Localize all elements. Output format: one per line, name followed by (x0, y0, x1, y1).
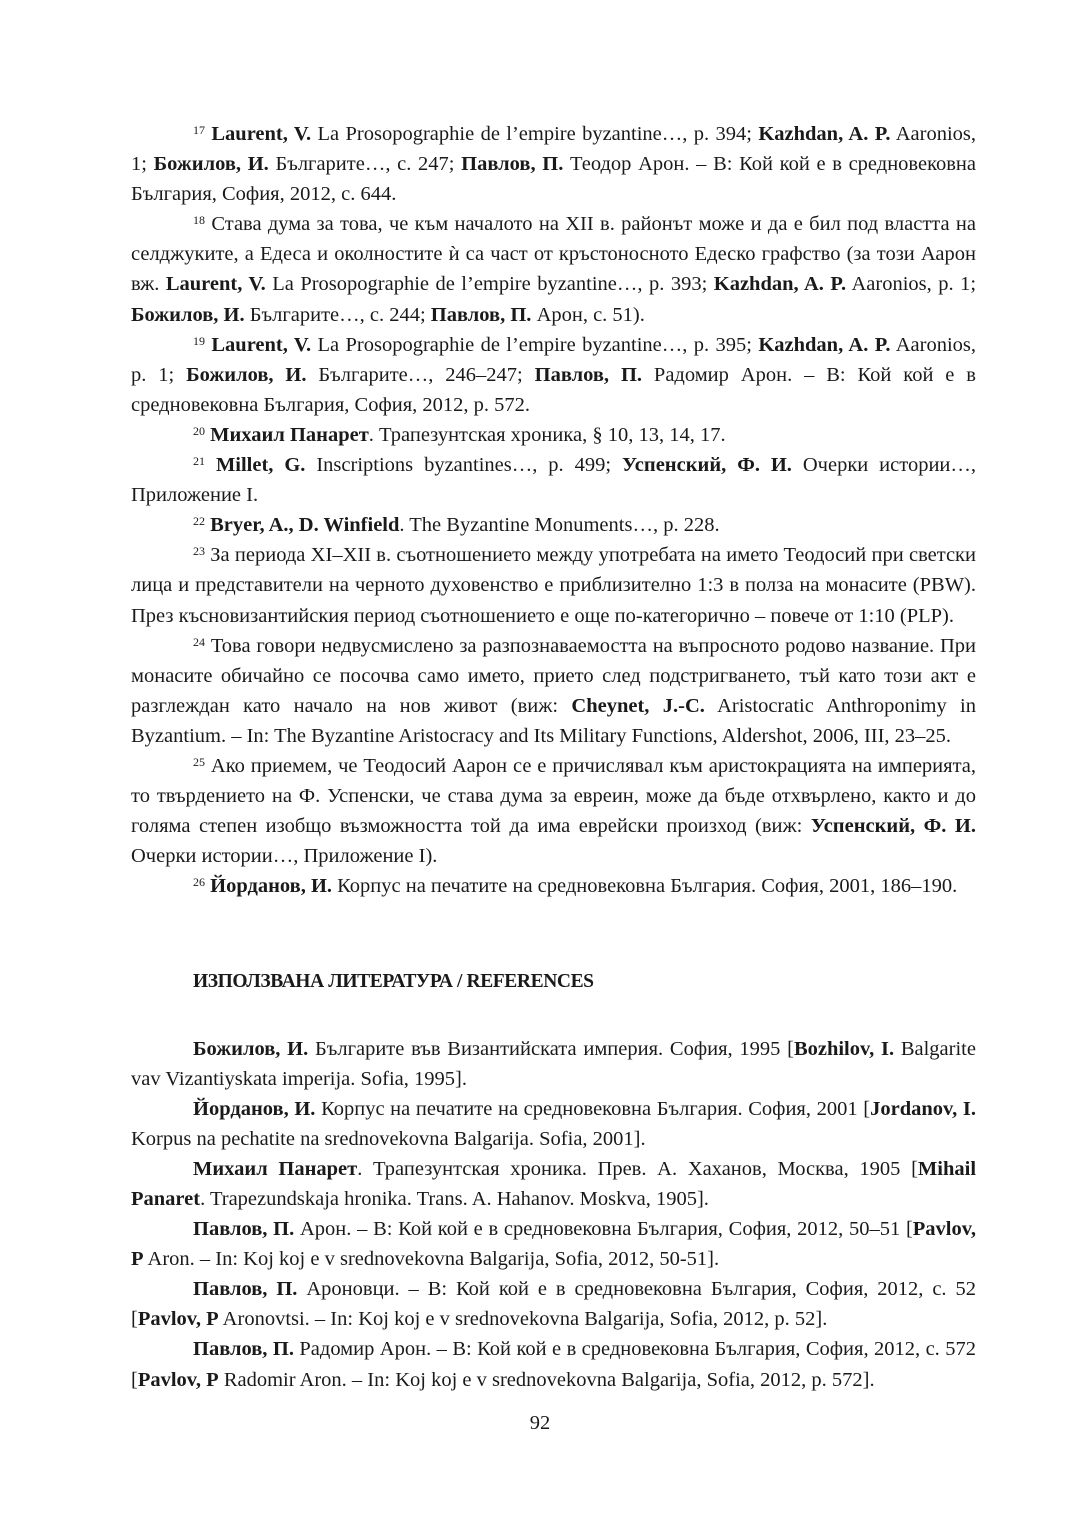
footnote (131, 871, 976, 901)
footnote-text: Това говори недвусмислено за разпознаваемостта на въпросното родово название. При монасите обичайно се посочва само името, прието след подстригването, тъй като този акт е разглеждан като начало на нов живот (виж: Cheynet, J.-C. Aristocratic Anthroponimy in Byzantium. – In: The Byzantine Aristocracy and Its Military Functions, Aldershot, 2006, III, 23–25. (131, 634, 977, 747)
footnotes-section (131, 119, 976, 901)
footnote-text: Laurent, V. La Prosopographie de l’empire byzantine…, p. 394; Kazhdan, A. P. Aaronios, 1; Божилов, И. Българите…, с. 247; Павлов, П. Теодор Арон. – В: Кой кой е в средновековна България, София, 2012, с. 644. (131, 123, 977, 206)
reference-entry: Павлов, П. Ароновци. – В: Кой кой е в средновековна България, София, 2012, с. 52 [Pavlov, P Aronovtsi. – In: Koj koj e v srednovekovna Balgarija, Sofia, 2012, p. 52]. (131, 1278, 976, 1331)
reference-entry: Йорданов, И. Корпус на печатите на средновековна България. София, 2001 [Jordanov, I. Korpus na pechatite na srednovekovna Balgarija. Sofia, 2001]. (131, 1097, 977, 1150)
footnote (131, 540, 976, 630)
page-body (131, 119, 976, 1395)
footnote-text: Bryer, A., D. Winfield. The Byzantine Monuments…, p. 228. (210, 514, 720, 537)
footnote-number: 20 (193, 423, 205, 438)
footnote (131, 330, 976, 420)
footnote (131, 209, 976, 329)
page-number: 92 (529, 1412, 551, 1434)
reference-entry: Божилов, И. Българите във Византийската империя. София, 1995 [Bozhilov, I. Balgarite vav Vizantiyskata imperija. Sofia, 1995]. (131, 1037, 976, 1090)
footnote (131, 119, 976, 209)
footnote (131, 510, 976, 540)
references-list (131, 1034, 976, 1395)
footnote-text: Laurent, V. La Prosopographie de l’empire byzantine…, p. 395; Kazhdan, A. P. Aaronios, p. 1; Божилов, И. Българите…, 246–247; Павлов, П. Радомир Арон. – В: Кой кой е в средновековна България, София, 2012, p. 572. (131, 333, 977, 416)
footnote (131, 420, 976, 450)
footnote-number: 21 (193, 454, 205, 469)
footnote-text: Millet, G. Inscriptions byzantines…, p. 499; Успенский, Ф. И. Очерки истории…, Приложение I. (131, 454, 977, 507)
footnote-number: 26 (193, 875, 205, 890)
reference-entry: Михаил Панарет. Трапезунтская хроника. Прев. А. Хаханов, Москва, 1905 [Mihail Panaret. Trapezundskaja hronika. Trans. A. Hahanov. Moskva, 1905]. (131, 1157, 977, 1210)
footnote (131, 450, 976, 510)
footnote-text: Йорданов, И. Корпус на печатите на средновековна България. София, 2001, 186–190. (210, 875, 958, 898)
footnote-number: 23 (193, 544, 205, 559)
footnote-number: 22 (193, 514, 205, 529)
footnote-number: 24 (193, 634, 205, 649)
footnote (131, 751, 976, 871)
footnote-text: Михаил Панарет. Трапезунтская хроника, § 10, 13, 14, 17. (210, 423, 726, 446)
footnote-number: 17 (193, 123, 205, 137)
footnote-text: За периода XI–XII в. съотношението между употребата на името Теодосий при светски лица и представители на черното духовенство е приблизително 1:3 в полза на монасите (PBW). През късновизантийския период съотношението е още по-категорично – повече от 1:10 (PLP). (131, 544, 976, 627)
footnote-text: Става дума за това, че към началото на XII в. районът може и да е бил под властта на селджуките, а Едеса и околностите ѝ са част от кръстоносното Едеско графство (за този Аарон вж. Laurent, V. La Prosopographie de l’empire byzantine…, p. 393; Kazhdan, A. P. Aaronios, p. 1; Божилов, И. Българите…, с. 244; Павлов, П. Арон, с. 51). (131, 213, 977, 326)
footnote-number: 25 (193, 754, 205, 769)
reference-entry: Павлов, П. Радомир Арон. – В: Кой кой е в средновековна България, София, 2012, с. 572 [Pavlov, P Radomir Aron. – In: Koj koj e v srednovekovna Balgarija, Sofia, 2012, p. 572]. (131, 1338, 976, 1391)
references-heading: ИЗПОЛЗВАНА ЛИТЕРАТУРА / REFERENCES (193, 971, 594, 993)
footnote-text: Ако приемем, че Теодосий Аарон се е причислявал към аристокрацията на империята, то твърдението на Ф. Успенски, че става дума за евреин, може да бъде отхвърлено, както и до голяма степен изобщо възможността той да има еврейски произход (виж: Успенский, Ф. И. Очерки истории…, Приложение I). (131, 754, 977, 868)
footnote-number: 19 (193, 333, 205, 348)
footnote (131, 631, 976, 751)
footnote-number: 18 (193, 213, 205, 228)
reference-entry: Павлов, П. Арон. – В: Кой кой е в средновековна България, София, 2012, 50–51 [Pavlov, P Aron. – In: Koj koj e v srednovekovna Balgarija, Sofia, 2012, 50-51]. (131, 1218, 976, 1271)
